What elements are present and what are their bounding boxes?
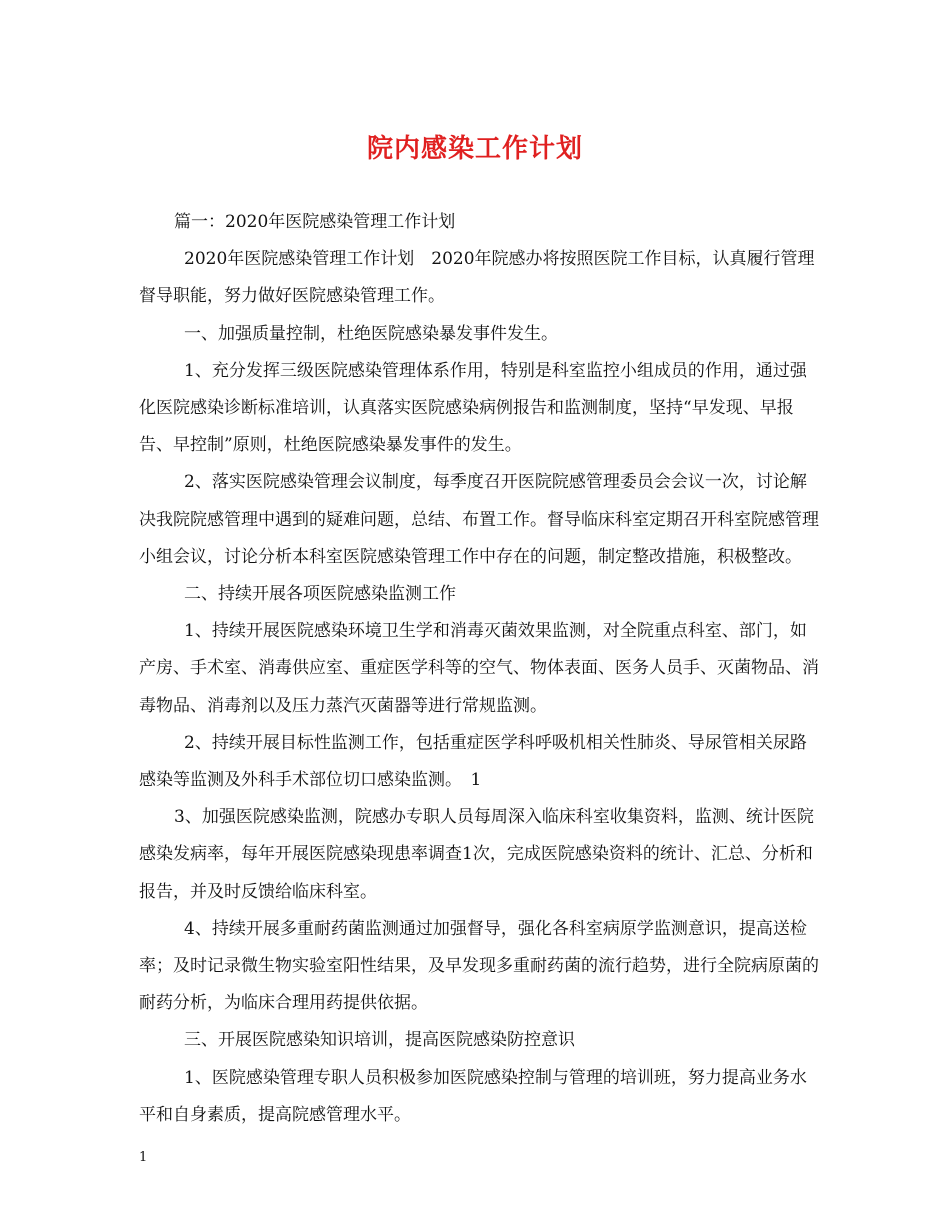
heading-two: 二、持续开展各项医院感染监测工作 — [184, 584, 456, 605]
heading-three: 三、开展医院感染知识培训，提高医院感染防控意识 — [184, 1030, 575, 1051]
section-heading-part-one: 篇一：2020年医院感染管理工作计划 — [174, 212, 456, 232]
paragraph-2-3: 3、加强医院感染监测，院感办专职人员每周深入临床科室收集资料，监测、统计医院感染发病率，每年开展医院感染现患率调查1次，完成医院感染资料的统计、汇总、分析和报告，并及时反馈给临床科室。 — [139, 807, 814, 902]
paragraph-1-1: 1、充分发挥三级医院感染管理体系作用，特别是科室监控小组成员的作用，通过强化医院感染诊断标准培训，认真落实医院感染病例报告和监测制度，坚持“早发现、早报告、早控制”原则，杜绝医院感染暴发事件的发生。 — [139, 360, 807, 456]
page-number: 1 — [139, 1150, 148, 1165]
document-body — [139, 204, 819, 1134]
paragraph-2-4: 4、持续开展多重耐药菌监测通过加强督导，强化各科室病原学监测意识，提高送检率；及时记录微生物实验室阳性结果，及早发现多重耐药菌的流行趋势，进行全院病原菌的耐药分析，为临床合理用药提供依据。 — [139, 918, 819, 1014]
paragraph-3-1: 1、医院感染管理专职人员积极参加医院感染控制与管理的培训班，努力提高业务水平和自身素质，提高院感管理水平。 — [139, 1067, 807, 1125]
paragraph-2-1: 1、持续开展医院感染环境卫生学和消毒灭菌效果监测，对全院重点科室、部门，如产房、手术室、消毒供应室、重症医学科等的空气、物体表面、医务人员手、灭菌物品、消毒物品、消毒剂以及压力蒸汽灭菌器等进行常规监测。 — [139, 621, 819, 716]
document-title: 院内感染工作计划 — [366, 134, 583, 164]
heading-one: 一、加强质量控制，杜绝医院感染暴发事件发生。 — [184, 323, 558, 344]
intro-paragraph: 2020年医院感染管理工作计划 2020年院感办将按照医院工作目标，认真履行管理督导职能，努力做好医院感染管理工作。 — [139, 249, 815, 307]
paragraph-1-2: 2、落实医院感染管理会议制度，每季度召开医院院感管理委员会会议一次，讨论解决我院院感管理中遇到的疑难问题，总结、布置工作。督导临床科室定期召开科室院感管理小组会议，讨论分析本科室医院感染管理工作中存在的问题，制定整改措施，积极整改。 — [139, 472, 819, 567]
paragraph-2-2: 2、持续开展目标性监测工作，包括重症医学科呼吸机相关性肺炎、导尿管相关尿路感染等监测及外科手术部位切口感染监测。 1 — [139, 732, 807, 791]
